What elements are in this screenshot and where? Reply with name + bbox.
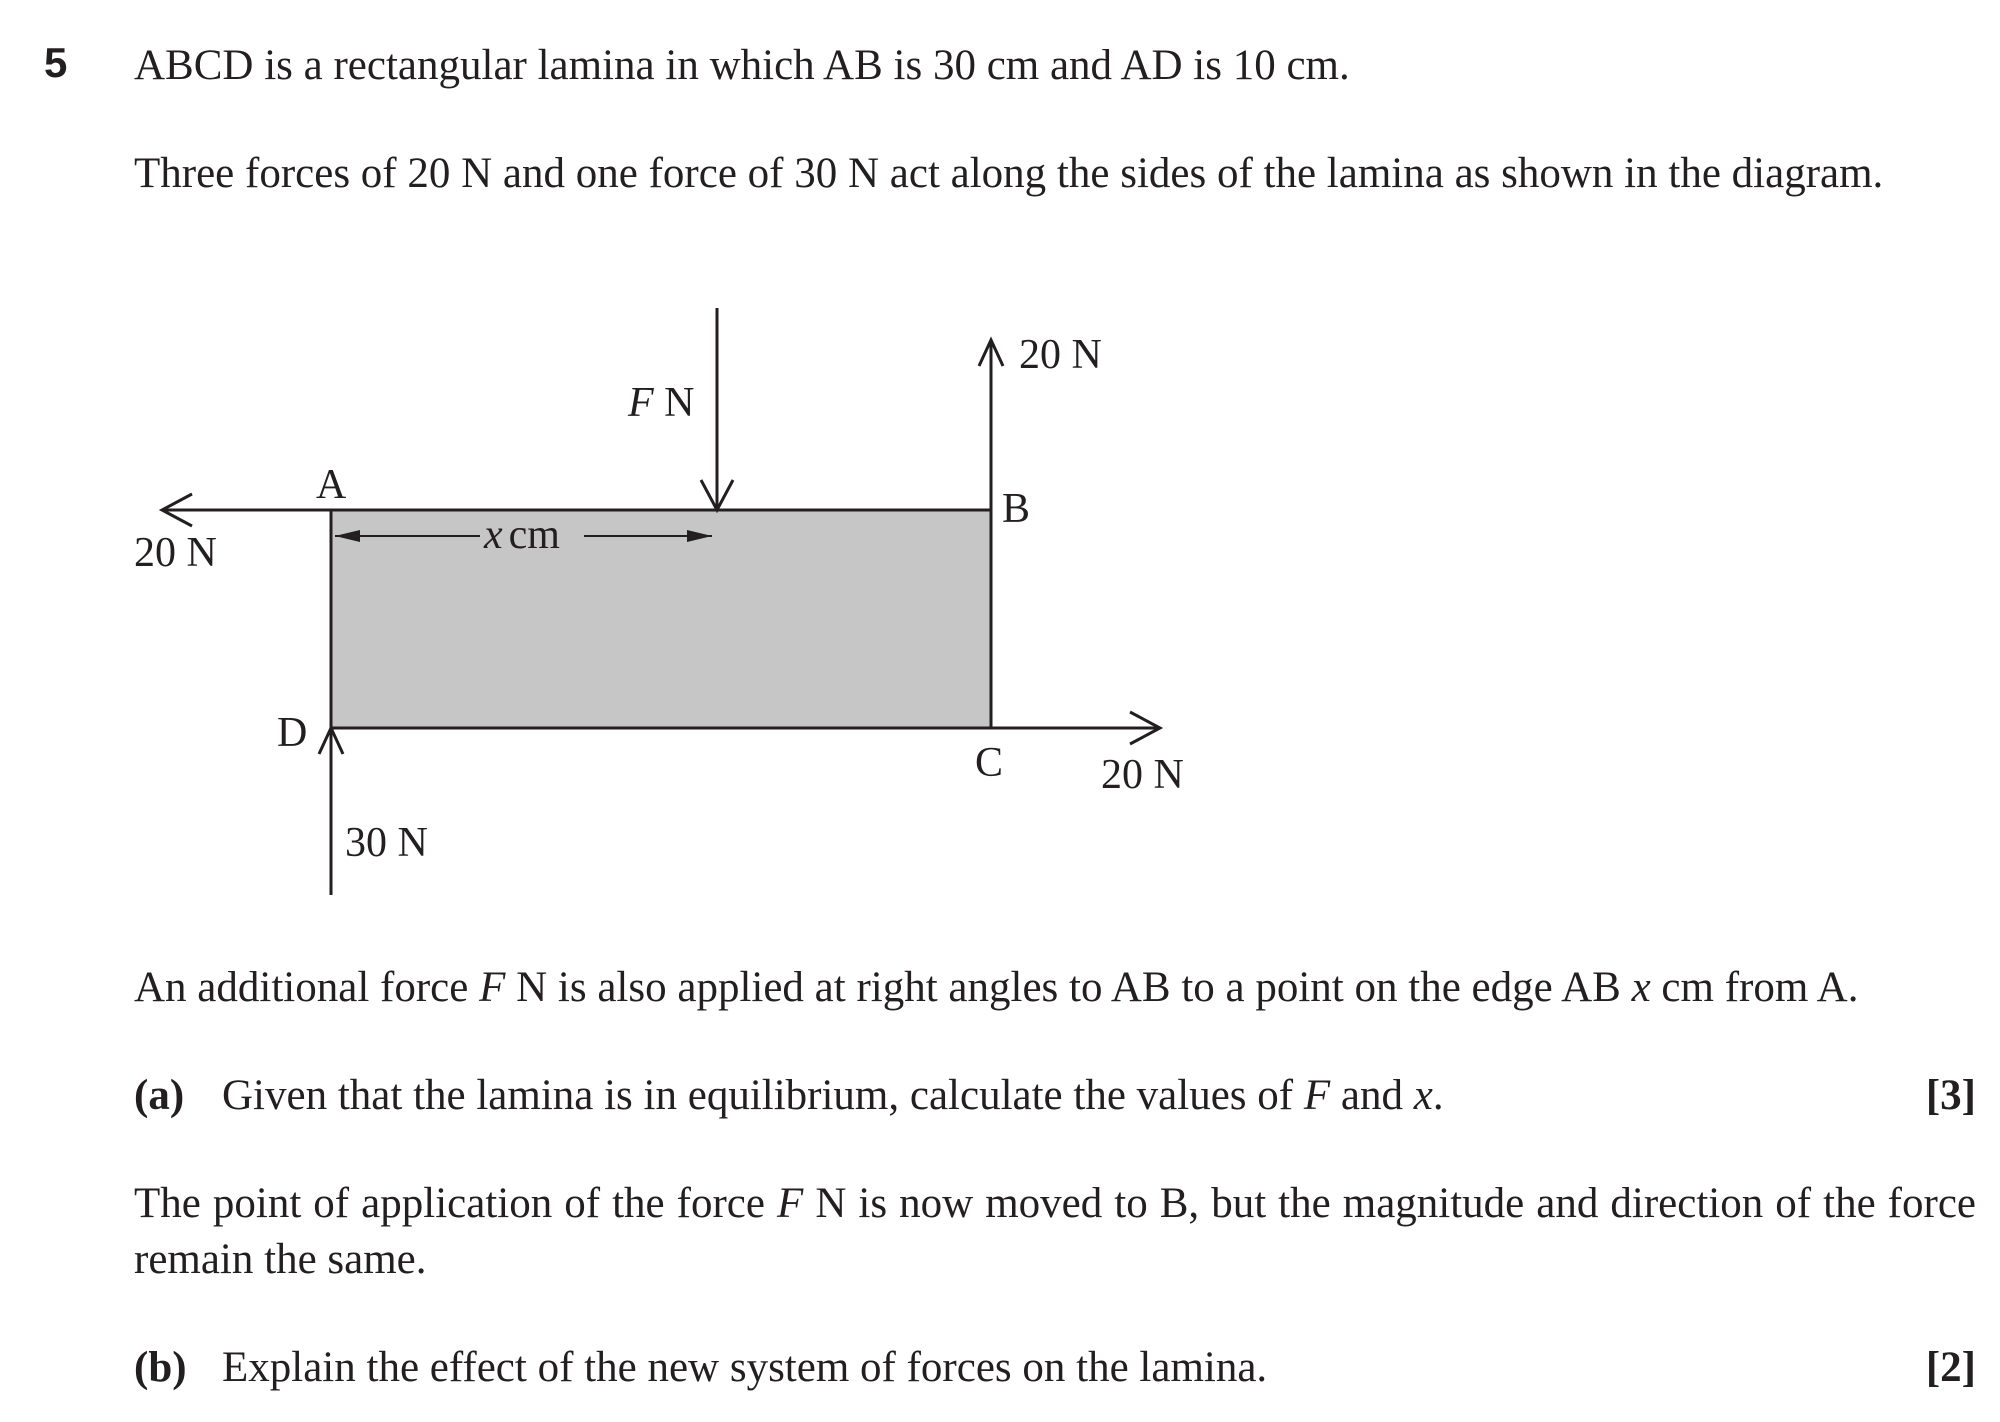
force-b-label: 20 N [1019, 332, 1102, 378]
force-d-label: 30 N [345, 820, 428, 866]
question-number: 5 [44, 39, 68, 86]
question-intro: ABCD is a rectangular lamina in which AB is 30 cm and AD is 10 cm. [134, 42, 1350, 89]
distance-label [483, 512, 560, 558]
force-f-unit: N [653, 380, 695, 426]
vertex-c-label: C [975, 740, 1004, 786]
lamina-rectangle [331, 510, 991, 728]
force-c-label: 20 N [1101, 752, 1184, 798]
part-b-text: Explain the effect of the new system of forces on the lamina. [222, 1344, 1268, 1391]
distance-unit: cm [508, 512, 560, 558]
part-a-marks: [3] [1925, 1072, 1976, 1119]
part-a-label: (a) [134, 1072, 185, 1119]
force-f-label [627, 380, 695, 426]
vertex-d-label: D [277, 710, 308, 756]
vertex-b-label: B [1002, 486, 1031, 532]
force-a-label: 20 N [134, 530, 217, 576]
part-a-text: Given that the lamina is in equilibrium, calculate the values of F and x. [222, 1072, 1444, 1119]
additional-force-text: An additional force F N is also applied at right angles to AB to a point on the edge AB x cm from A. [134, 964, 1859, 1011]
forces-description: Three forces of 20 N and one force of 30 N act along the sides of the lamina as shown in the diagram. [134, 150, 1884, 197]
moved-force-text: The point of application of the force F N is now moved to B, but the magnitude and direction of the force remain the same. [134, 1180, 1976, 1283]
distance-variable: x [484, 512, 503, 558]
part-b-marks: [2] [1925, 1344, 1976, 1391]
force-f-variable: F [628, 380, 654, 426]
part-b-label: (b) [134, 1344, 187, 1391]
vertex-a-label: A [316, 462, 347, 508]
